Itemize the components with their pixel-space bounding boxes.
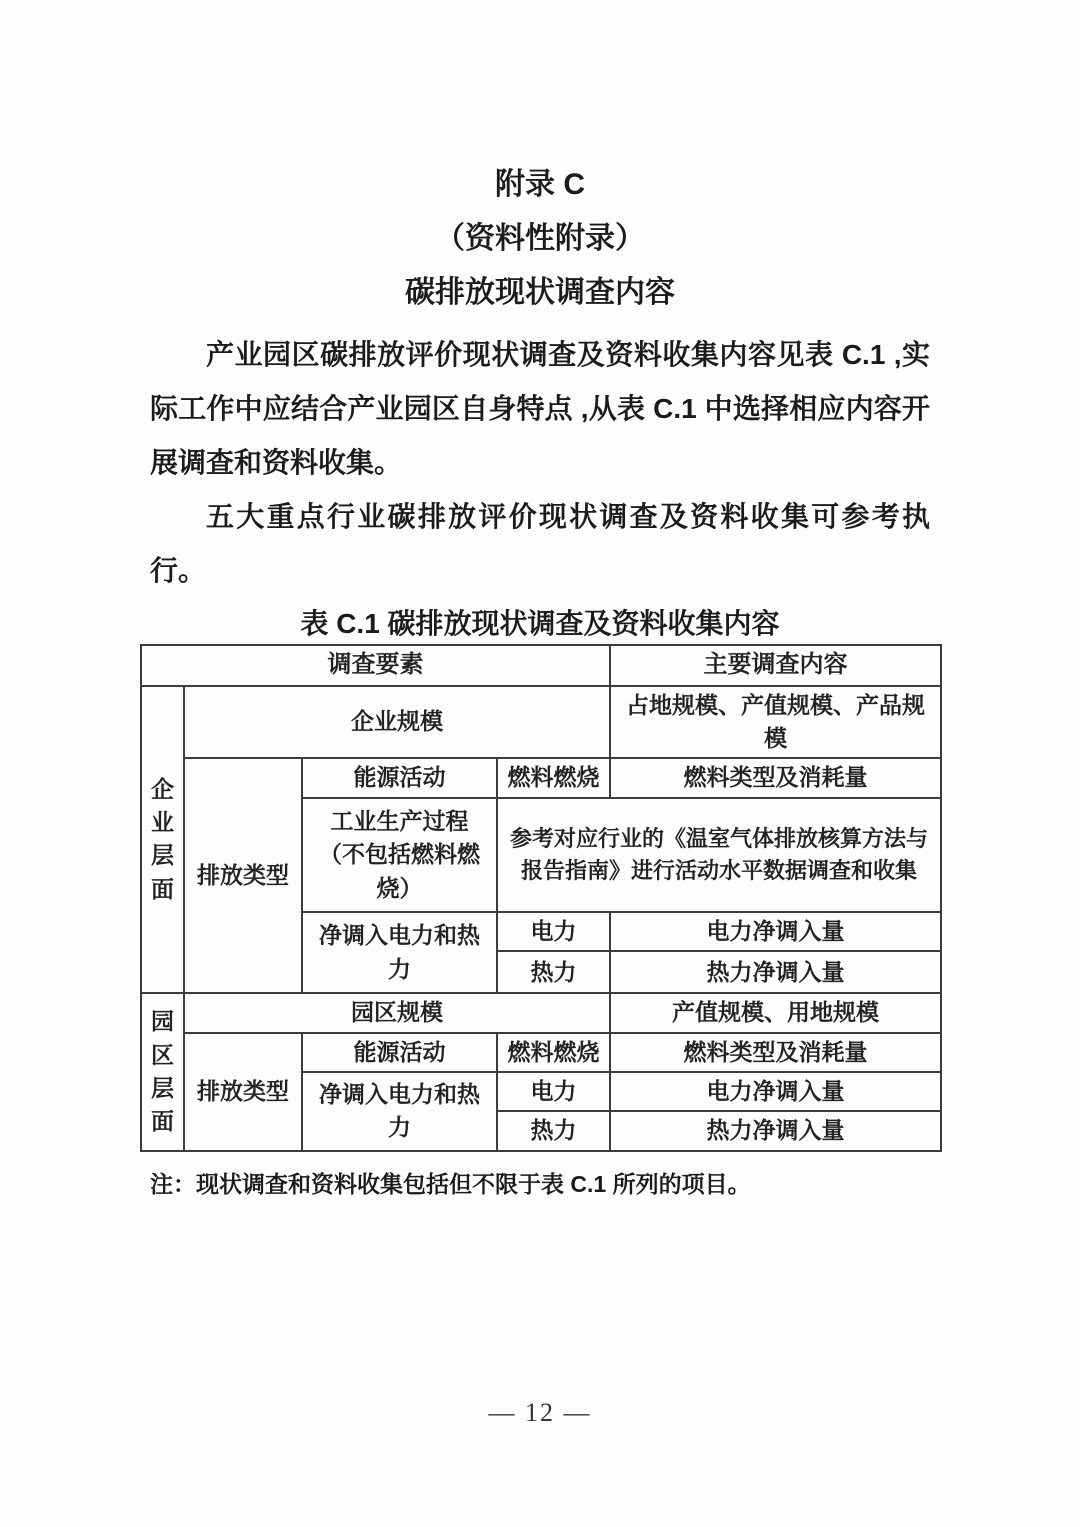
reference-paragraph: 五大重点行业碳排放评价现状调查及资料收集可参考执行。	[150, 501, 930, 586]
survey-table	[140, 644, 942, 1152]
park-energy-activity-cell: 能源活动	[302, 1033, 497, 1072]
park-level-cell: 园区层面	[141, 993, 184, 1150]
park-net-power-heat-cell: 净调入电力和热力	[302, 1072, 497, 1151]
header-survey-elements: 调查要素	[141, 645, 610, 686]
park-scale-content-cell: 产值规模、用地规模	[610, 993, 941, 1032]
enterprise-industrial-process-cell: 工业生产过程（不包括燃料燃烧）	[302, 798, 497, 912]
park-fuel-combustion-cell: 燃料燃烧	[497, 1033, 610, 1072]
table-caption: 表 C.1 碳排放现状调查及资料收集内容	[300, 608, 780, 639]
park-electricity-content-cell: 电力净调入量	[610, 1072, 941, 1111]
enterprise-industrial-content-cell: 参考对应行业的《温室气体排放核算方法与报告指南》进行活动水平数据调查和收集	[497, 798, 941, 912]
enterprise-scale-cell: 企业规模	[184, 686, 610, 759]
header-main-content: 主要调查内容	[610, 645, 941, 686]
park-fuel-content-cell: 燃料类型及消耗量	[610, 1033, 941, 1072]
appendix-title: 附录 C	[495, 168, 585, 201]
park-emission-type-cell: 排放类型	[184, 1033, 302, 1151]
enterprise-electricity-cell: 电力	[497, 912, 610, 951]
page-number: — 12 —	[488, 1398, 592, 1427]
enterprise-heat-content-cell: 热力净调入量	[610, 951, 941, 993]
enterprise-emission-type-cell: 排放类型	[184, 758, 302, 993]
enterprise-fuel-combustion-cell: 燃料燃烧	[497, 758, 610, 797]
park-scale-cell: 园区规模	[184, 993, 610, 1032]
park-heat-content-cell: 热力净调入量	[610, 1111, 941, 1150]
enterprise-level-cell: 企业层面	[141, 686, 184, 993]
enterprise-energy-activity-cell: 能源活动	[302, 758, 497, 797]
enterprise-net-power-heat-cell: 净调入电力和热力	[302, 912, 497, 993]
enterprise-fuel-content-cell: 燃料类型及消耗量	[610, 758, 941, 797]
table-note: 注：现状调查和资料收集包括但不限于表 C.1 所列的项目。	[150, 1170, 751, 1197]
appendix-subtitle: （资料性附录）	[435, 222, 645, 255]
intro-paragraph: 产业园区碳排放评价现状调查及资料收集内容见表 C.1 ,实际工作中应结合产业园区自身特点 ,从表 C.1 中选择相应内容开展调查和资料收集。	[150, 339, 930, 478]
appendix-section-title: 碳排放现状调查内容	[405, 276, 675, 309]
enterprise-heat-cell: 热力	[497, 951, 610, 993]
enterprise-electricity-content-cell: 电力净调入量	[610, 912, 941, 951]
enterprise-scale-content-cell: 占地规模、产值规模、产品规模	[610, 686, 941, 759]
page-content	[140, 0, 940, 1199]
park-heat-cell: 热力	[497, 1111, 610, 1150]
park-electricity-cell: 电力	[497, 1072, 610, 1111]
